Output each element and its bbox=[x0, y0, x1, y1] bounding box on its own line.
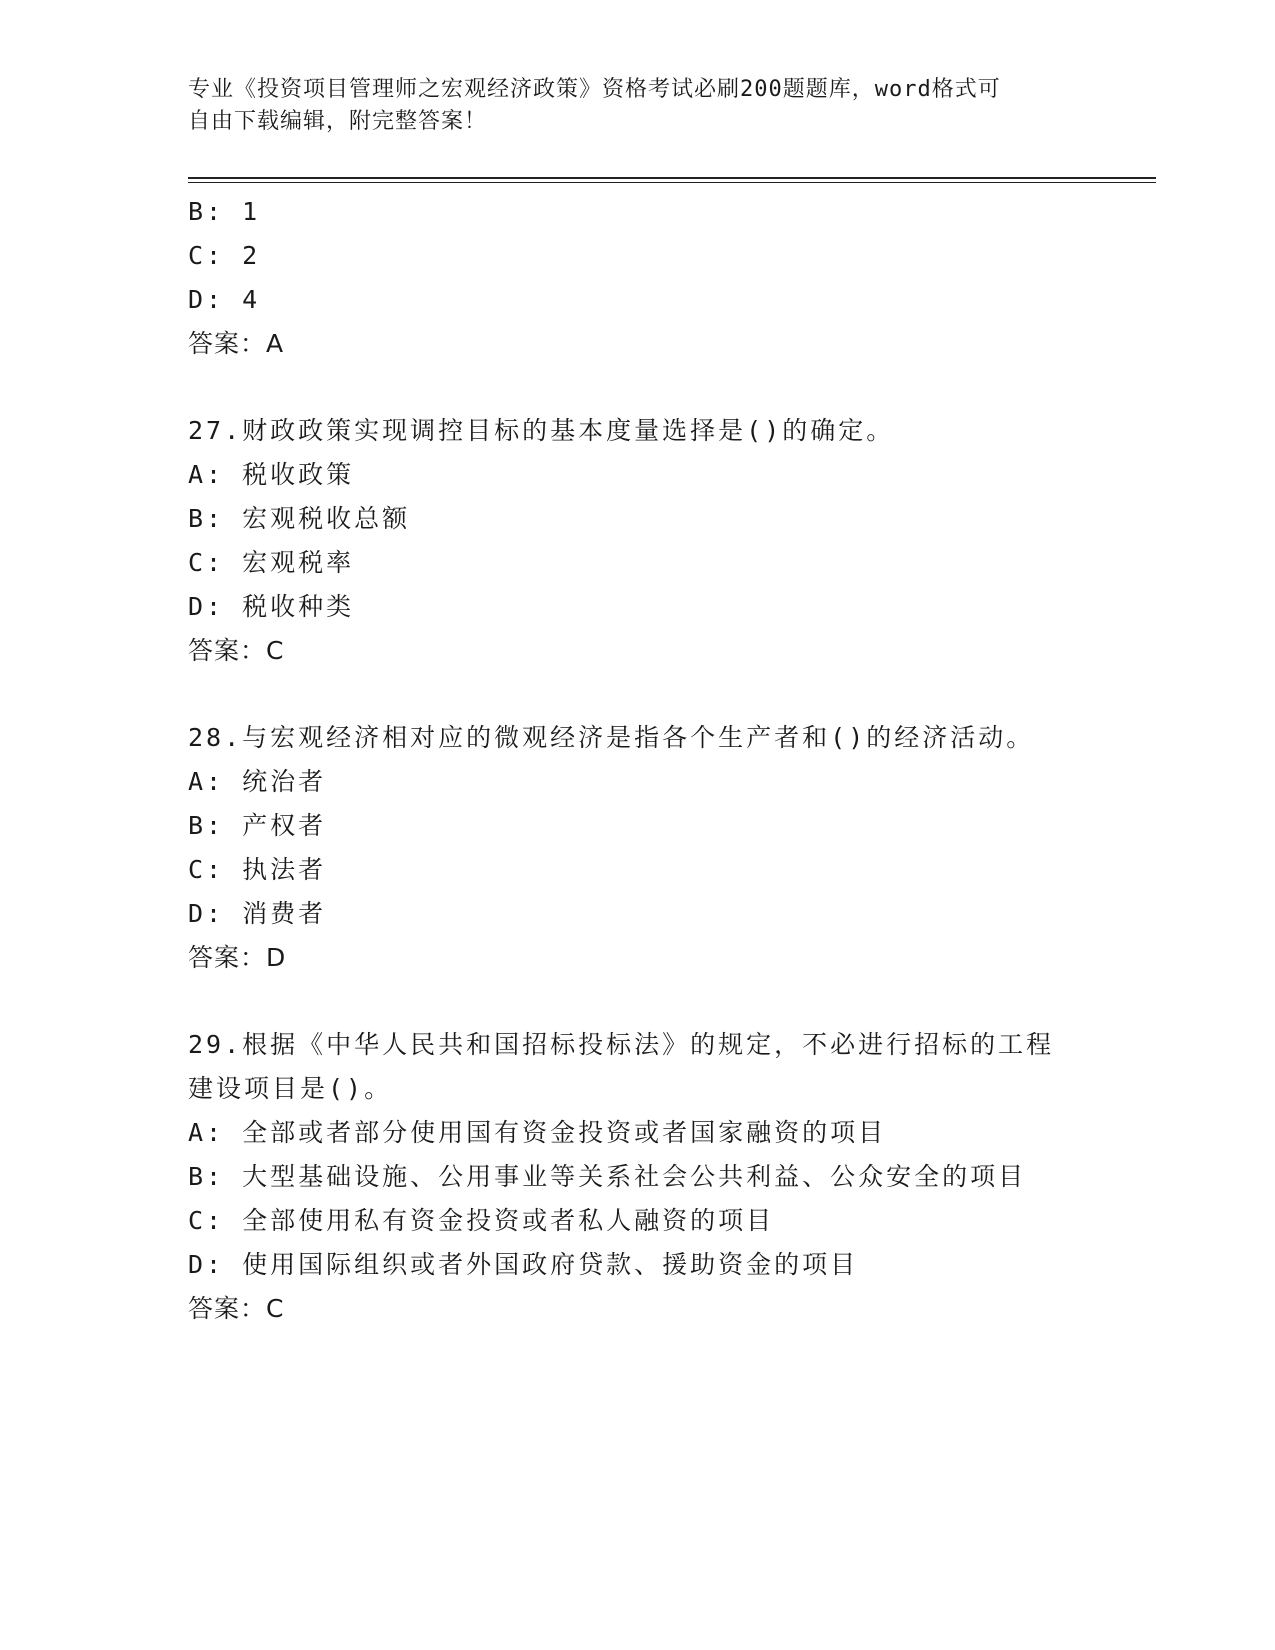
option-a: A: 全部或者部分使用国有资金投资或者国家融资的项目 bbox=[188, 1118, 887, 1147]
answer: 答案：D bbox=[188, 943, 287, 972]
option-b: B: 产权者 bbox=[188, 811, 327, 840]
option-c: C: 执法者 bbox=[188, 855, 327, 884]
answer: 答案：C bbox=[188, 1294, 285, 1323]
question-stem: 29.根据《中华人民共和国招标投标法》的规定，不必进行招标的工程 bbox=[188, 1030, 1055, 1059]
header-divider-thin bbox=[188, 182, 1156, 183]
option-d: D: 使用国际组织或者外国政府贷款、援助资金的项目 bbox=[188, 1250, 859, 1279]
option-c: C: 全部使用私有资金投资或者私人融资的项目 bbox=[188, 1206, 775, 1235]
question-stem-continued: 建设项目是()。 bbox=[188, 1074, 393, 1103]
header-divider bbox=[188, 177, 1156, 179]
header-line-1: 专业《投资项目管理师之宏观经济政策》资格考试必刷200题题库，word格式可 bbox=[188, 77, 1001, 102]
option-c: C: 宏观税率 bbox=[188, 548, 355, 577]
option-b: B: 1 bbox=[188, 197, 261, 226]
header-line-2: 自由下载编辑，附完整答案！ bbox=[188, 109, 488, 134]
question-stem: 27.财政政策实现调控目标的基本度量选择是()的确定。 bbox=[188, 416, 895, 445]
question-stem: 28.与宏观经济相对应的微观经济是指各个生产者和()的经济活动。 bbox=[188, 723, 1035, 752]
answer: 答案：C bbox=[188, 636, 285, 665]
document-header bbox=[188, 74, 1068, 138]
answer: 答案：A bbox=[188, 329, 285, 358]
option-c: C: 2 bbox=[188, 241, 261, 270]
option-d: D: 税收种类 bbox=[188, 592, 355, 621]
option-d: D: 4 bbox=[188, 285, 261, 314]
option-b: B: 宏观税收总额 bbox=[188, 504, 411, 533]
option-a: A: 税收政策 bbox=[188, 460, 355, 489]
option-d: D: 消费者 bbox=[188, 899, 327, 928]
option-b: B: 大型基础设施、公用事业等关系社会公共利益、公众安全的项目 bbox=[188, 1162, 1027, 1191]
option-a: A: 统治者 bbox=[188, 767, 327, 796]
